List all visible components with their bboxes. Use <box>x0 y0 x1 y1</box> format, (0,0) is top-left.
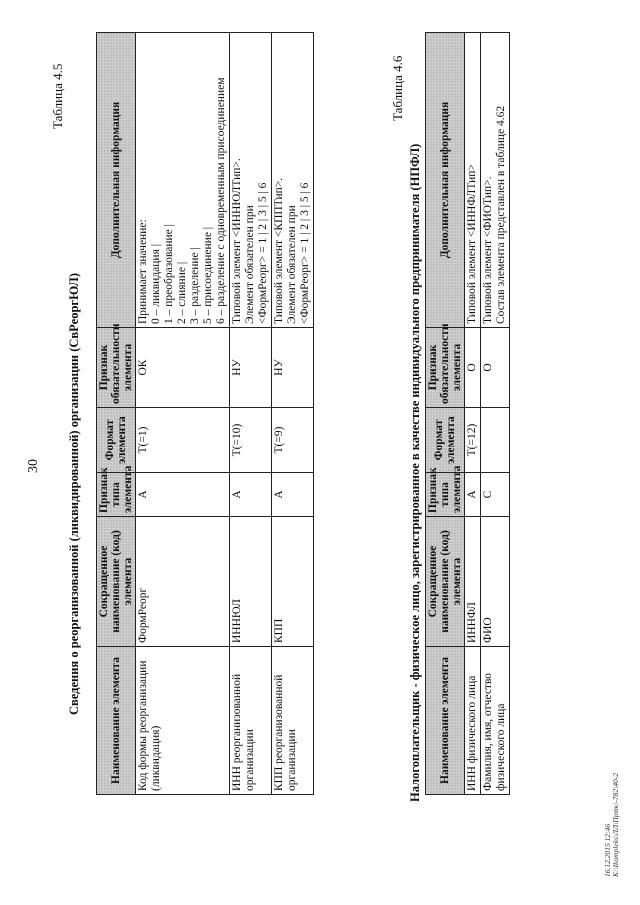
column-header: Сокращенное наименование (код) элемента <box>426 517 465 647</box>
info-line: 0 – ликвидация | <box>150 243 162 324</box>
column-header: Дополнительная информация <box>97 33 136 328</box>
cell-code: ИННЮЛ <box>230 517 272 647</box>
column-header: Наименование элемента <box>97 647 136 795</box>
column-header: Сокращенное наименование (код) элемента <box>97 517 136 647</box>
cell-info <box>481 33 510 328</box>
column-header: Признак типа элемента <box>426 473 465 517</box>
cell-format: T(=12) <box>465 408 481 473</box>
column-header: Признак обязательности элемента <box>97 328 136 408</box>
table-row <box>481 33 510 795</box>
column-header: Признак обязательности элемента <box>426 328 465 408</box>
info-line: 1 – преобразование | <box>163 224 175 324</box>
cell-code: ИННФЛ <box>465 517 481 647</box>
table-number: Таблица 4.6 <box>390 55 405 121</box>
cell-name: КПП реорганизованной организации <box>272 647 314 795</box>
info-line: Состав элемента представлен в таблице 4.62 <box>495 105 507 324</box>
info-line: 6 – разделение с одновременным присоединением <box>215 77 227 324</box>
cell-format: T(=1) <box>136 408 230 473</box>
column-header: Наименование элемента <box>426 647 465 795</box>
info-line: 5 – присоединение | <box>202 226 214 324</box>
info-line: 2 – слияние | <box>176 261 188 324</box>
cell-info <box>272 33 314 328</box>
table-row <box>272 33 314 795</box>
table-header-row <box>97 33 136 795</box>
info-line: <ФормРеорг> = 1 | 2 | 3 | 5 | 6 <box>257 182 269 324</box>
table-row <box>465 33 481 795</box>
table-row <box>230 33 272 795</box>
cell-required: НУ <box>230 328 272 408</box>
info-line: Типовой элемент <ИННФЛТип> <box>466 164 478 324</box>
document-stamp <box>604 773 620 877</box>
cell-format: T(=10) <box>230 408 272 473</box>
cell-code: ФормРеорг <box>136 517 230 647</box>
cell-required: ОК <box>136 328 230 408</box>
table-caption: Сведения о реорганизованной (ликвидированной) организации (СвРеоргЮЛ) <box>67 273 81 715</box>
cell-name: Фамилия, имя, отчество физического лица <box>481 647 510 795</box>
table-header-row <box>426 33 465 795</box>
cell-info <box>136 33 230 328</box>
info-line: Элемент обязателен при <box>244 205 256 324</box>
cell-required: О <box>481 328 510 408</box>
table-row <box>136 33 230 795</box>
cell-required: О <box>465 328 481 408</box>
cell-code: ФИО <box>481 517 510 647</box>
column-header: Дополнительная информация <box>426 33 465 328</box>
info-line: Типовой элемент <ФИОТип>. <box>482 176 494 324</box>
info-line: Элемент обязателен при <box>286 205 298 324</box>
cell-info <box>230 33 272 328</box>
cell-type: А <box>465 473 481 517</box>
table-number: Таблица 4.5 <box>50 63 65 129</box>
info-line: 3 – разделение | <box>189 247 201 324</box>
cell-required: НУ <box>272 328 314 408</box>
table-reorganization <box>96 32 314 795</box>
table-taxpayer-individual <box>425 32 510 795</box>
cell-info <box>465 33 481 328</box>
cell-code: КПП <box>272 517 314 647</box>
table-caption: Налогоплательщик - физическое лицо, зарегистрированное в качестве индивидуального предпринимателя (НПФЛ) <box>408 143 422 802</box>
info-line: Типовой элемент <ИННЮЛТип>. <box>231 158 243 324</box>
cell-name: Код формы реорганизации (ликвидация) <box>136 647 230 795</box>
column-header: Формат элемента <box>426 408 465 473</box>
cell-type: А <box>136 473 230 517</box>
info-line: Типовой элемент <КППТип>. <box>273 177 285 324</box>
column-header: Признак типа элемента <box>97 473 136 517</box>
info-line: <ФормРеорг> = 1 | 2 | 3 | 5 | 6 <box>299 182 311 324</box>
column-header: Формат элемента <box>97 408 136 473</box>
cell-type: С <box>481 473 510 517</box>
cell-type: А <box>230 473 272 517</box>
cell-format: T(=9) <box>272 408 314 473</box>
stamp-line: 16.12.2015 12:46 <box>603 823 612 877</box>
cell-name: ИНН физического лица <box>465 647 481 795</box>
info-line: Принимает значение: <box>137 219 149 324</box>
cell-name: ИНН реорганизованной организации <box>230 647 272 795</box>
page-number: 30 <box>26 459 41 473</box>
cell-format <box>481 408 510 473</box>
stamp-line: К:\Ikompleks\ЛЛ\Пртк\-782\40-2 <box>611 773 620 877</box>
cell-type: А <box>272 473 314 517</box>
